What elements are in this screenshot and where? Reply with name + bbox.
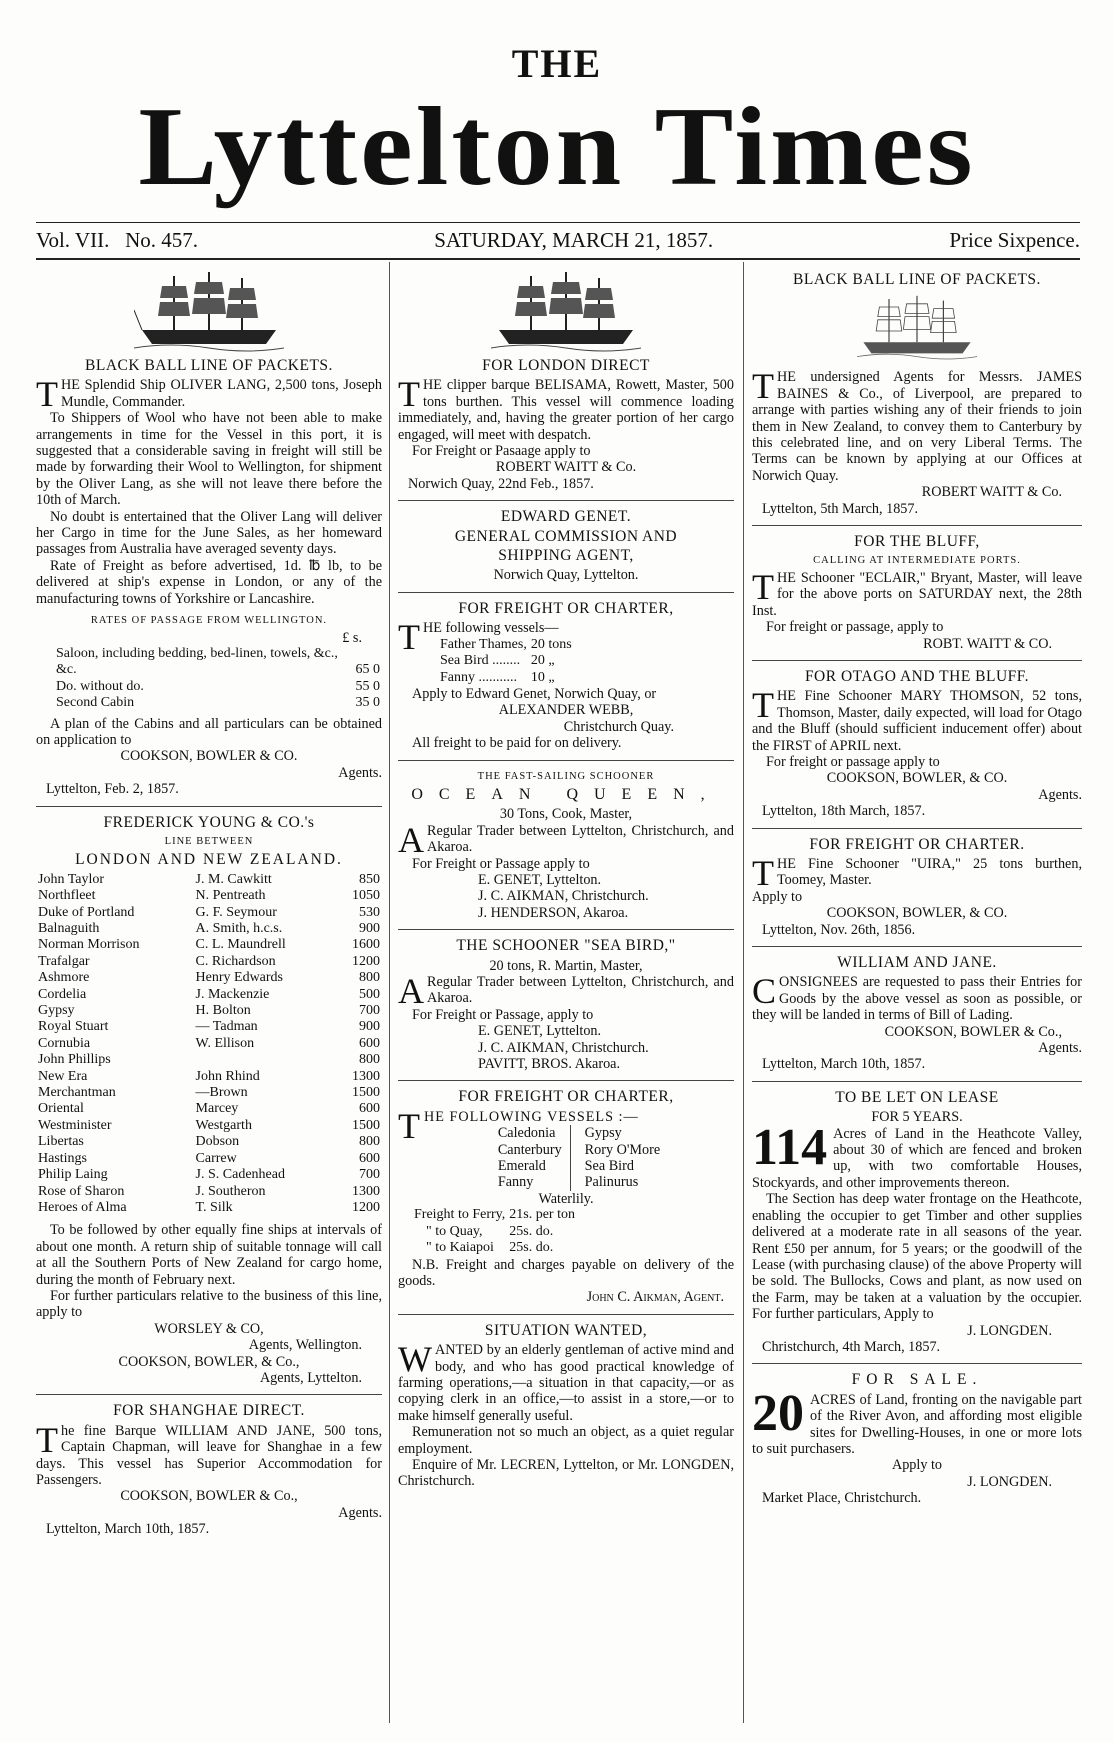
captain-name: Dobson xyxy=(195,1134,240,1150)
captain-name: John Rhind xyxy=(195,1068,260,1084)
agent-title: Agents, Wellington. xyxy=(248,1337,362,1354)
ad-body: ANTED by an elderly gentleman of active mind and body, and who has good practical knowledge of farming operations,—a situation in that capacity,—or as copying clerk in an office,—to assist in a store,—or to make himself generally useful. xyxy=(398,1342,734,1424)
ad-body: HE Fine Schooner MARY THOMSON, 52 tons, Thomson, Master, daily expected, will load for Otago and the Bluff (should sufficient inducement offer) about the FIRST of APRIL next. xyxy=(752,688,1082,754)
drop-cap: T xyxy=(752,566,774,607)
ad-body: HE Fine Schooner "UIRA," 25 tons burthen, Toomey, Master. xyxy=(777,855,1082,889)
captain-name: Marcey xyxy=(195,1101,239,1117)
drop-cap: T xyxy=(752,685,774,726)
volume-number: Vol. VII. No. 457. xyxy=(36,228,198,252)
ad-heading: BLACK BALL LINE OF PACKETS. xyxy=(85,357,333,374)
ad-body: Regular Trader between Lyttelton, Christchurch, and Akaroa. xyxy=(427,974,734,1007)
vessel-list xyxy=(424,1125,734,1191)
tonnage: 1500 xyxy=(352,1085,380,1101)
ship-name: Libertas xyxy=(38,1134,84,1150)
agent-name: ROBERT WAITT & Co. xyxy=(921,484,1062,501)
tonnage: 1600 xyxy=(352,937,380,953)
captain-name: H. Bolton xyxy=(195,1003,251,1019)
ad-date: Lyttelton, 18th March, 1857. xyxy=(762,803,926,820)
captain-name xyxy=(194,1052,335,1068)
captain-name: Henry Edwards xyxy=(195,970,284,986)
drop-cap: T xyxy=(752,366,774,407)
ad-date: Christchurch, 4th March, 1857. xyxy=(762,1338,941,1355)
ship-name: John Taylor xyxy=(38,871,105,887)
ship-name: Gypsy xyxy=(38,1003,75,1019)
table-row xyxy=(36,1019,382,1035)
table-row xyxy=(36,987,382,1003)
divider xyxy=(36,806,382,807)
tonnage: 700 xyxy=(359,1003,380,1019)
ad-body: HE FOLLOWING VESSELS :— xyxy=(424,1108,639,1125)
vessel-name: Palinurus xyxy=(584,1174,639,1191)
ship-name: Rose of Sharon xyxy=(38,1183,125,1199)
tonnage: 800 xyxy=(359,970,380,986)
tonnage: 900 xyxy=(359,1019,380,1035)
ship-name: Trafalgar xyxy=(38,953,90,969)
agent-name: J. HENDERSON, Akaroa. xyxy=(478,904,629,921)
ad-heading: FREDERICK YOUNG & CO.'s xyxy=(103,813,315,831)
tonnage: 1200 xyxy=(352,1199,380,1215)
ship-name: Northfleet xyxy=(38,888,96,904)
ad-heading: TO BE LET ON LEASE xyxy=(835,1088,999,1106)
table-row: Second Cabin 35 0 xyxy=(56,695,380,711)
ad-subheading: LINE BETWEEN xyxy=(164,835,254,847)
column-1 xyxy=(36,270,382,1538)
vessel-name: Fanny xyxy=(497,1174,534,1191)
vessel-name: Sea Bird xyxy=(584,1158,634,1175)
ad-body: he fine Barque WILLIAM AND JANE, 500 tons, Captain Chapman, will leave for Shanghae in a few days. This vessel has Superior Accommodation for Passengers. xyxy=(36,1422,382,1488)
vessel-last: Waterlily. xyxy=(538,1190,594,1207)
table-row xyxy=(36,1052,382,1068)
vessel-name: Canterbury xyxy=(497,1141,562,1158)
ad-date: Lyttelton, Feb. 2, 1857. xyxy=(46,781,179,798)
drop-cap: T xyxy=(398,617,420,658)
ad-heading: WILLIAM AND JANE. xyxy=(837,954,997,971)
tonnage: 600 xyxy=(359,1035,380,1051)
tonnage: 530 xyxy=(359,904,380,920)
agent-title: Agents, Lyttelton. xyxy=(259,1369,362,1386)
ship-name: Hastings xyxy=(38,1150,87,1166)
ship-name: Merchantman xyxy=(38,1085,116,1101)
ad-body: Acres of Land in the Heathcote Valley, about 30 of which are fenced and broken up, with two comfortable Houses, Stockyards, and other improvements thereon. xyxy=(752,1125,1082,1191)
table-row xyxy=(36,872,382,888)
agent-name: J. C. AIKMAN, Christchurch. xyxy=(478,1039,649,1056)
ad-body: All freight to be paid for on delivery. xyxy=(412,735,622,752)
ad-date: Norwich Quay, 22nd Feb., 1857. xyxy=(408,475,594,492)
vessel-name: Gypsy xyxy=(584,1125,622,1142)
rates-heading: RATES OF PASSAGE FROM WELLINGTON. xyxy=(90,615,328,627)
agent-name: COOKSON, BOWLER, & CO. xyxy=(826,770,1008,787)
ad-body: Enquire of Mr. LECREN, Lyttelton, or Mr. LONGDEN, Christchurch. xyxy=(398,1456,734,1490)
tonnage: 850 xyxy=(359,871,380,887)
ad-heading: FOR FREIGHT OR CHARTER, xyxy=(458,1088,674,1106)
tonnage: 800 xyxy=(359,1134,380,1150)
ad-date: Lyttelton, March 10th, 1857. xyxy=(46,1521,210,1538)
ad-body: For Freight or Passage apply to xyxy=(412,855,590,872)
table-row xyxy=(36,905,382,921)
ad-address: Norwich Quay, Lyttelton. xyxy=(493,567,639,584)
captain-name: T. Silk xyxy=(195,1199,233,1215)
agent-name: ROBT. WAITT & CO. xyxy=(923,635,1052,652)
ad-subheading: CALLING AT INTERMEDIATE PORTS. xyxy=(813,555,1021,567)
captain-name: J. Mackenzie xyxy=(195,986,270,1002)
divider xyxy=(398,1314,734,1315)
drop-cap: T xyxy=(36,1419,58,1460)
captain-name: C. L. Maundrell xyxy=(195,937,286,953)
ad-heading: THE SCHOONER "SEA BIRD," xyxy=(456,937,676,955)
ad-body: The Section has deep water frontage on the Heathcote, enabling the occupier to get Timber and other supplies delivered at a moderate rate in all seasons of the year. Rent £50 per annum, for 5 years; or the goodwill of the Lease (with purchasing clause) of the above Property will be sold. The Bullocks, Cows and plant, as now used on the Farm, may be taken at a valuation by the occupier. For further particulars, Apply to xyxy=(752,1191,1082,1323)
tonnage: 900 xyxy=(359,921,380,936)
ad-body: Regular Trader between Lyttelton, Christchurch, and Akaroa. xyxy=(427,822,734,856)
table-row xyxy=(36,888,382,904)
ad-subheading: LONDON AND NEW ZEALAND. xyxy=(75,851,343,869)
ad-heading: FOR LONDON DIRECT xyxy=(482,357,650,374)
agent-title: Agents. xyxy=(1038,786,1082,803)
divider xyxy=(752,1363,1082,1364)
divider xyxy=(398,929,734,930)
drop-cap: A xyxy=(398,971,424,1011)
ad-body: ACRES of Land, fronting on the navigable part of the River Avon, and affording most eligible sites for Dwelling-Houses, in one or more lots to suit purchasers. xyxy=(752,1391,1082,1457)
divider xyxy=(398,1080,734,1081)
ship-illustration-icon xyxy=(134,270,284,352)
table-row: " to Quay, 25s. do. xyxy=(426,1223,554,1239)
tonnage: 700 xyxy=(359,1167,380,1183)
agent-name: J. LONGDEN. xyxy=(967,1473,1052,1490)
tonnage: 1050 xyxy=(352,888,380,904)
currency-header: £ s. xyxy=(342,629,362,646)
ad-body: For freight or passage apply to xyxy=(766,753,940,770)
agent-name: COOKSON, BOWLER, & CO. xyxy=(826,905,1008,922)
column-divider-1 xyxy=(389,262,390,1723)
ad-subheading: SHIPPING AGENT, xyxy=(498,547,634,565)
masthead-title: Lyttelton Times xyxy=(138,84,976,209)
rates-table xyxy=(36,646,382,712)
ad-body: Apply to Edward Genet, Norwich Quay, or xyxy=(412,685,657,702)
price: Price Sixpence. xyxy=(949,228,1080,252)
agent-name: WORSLEY & CO, xyxy=(154,1320,264,1337)
divider xyxy=(398,500,734,501)
table-row xyxy=(36,1085,382,1101)
dateline xyxy=(36,228,1080,253)
agent-name: COOKSON, BOWLER, & Co., xyxy=(118,1353,300,1370)
ad-body: Remuneration not so much an object, as a quiet regular employment. xyxy=(398,1424,734,1457)
divider xyxy=(752,946,1082,947)
tonnage: 1500 xyxy=(352,1117,380,1133)
table-row: Saloon, including bedding, bed-linen, towels, &c., &c. 65 0 xyxy=(56,645,380,678)
divider xyxy=(398,592,734,593)
table-row xyxy=(36,1184,382,1200)
ad-body: For freight or passage, apply to xyxy=(766,619,944,636)
table-row: " to Kaiapoi 25s. do. xyxy=(426,1240,554,1256)
agent-name: PAVITT, BROS. Akaroa. xyxy=(478,1056,621,1073)
dateline-rule xyxy=(36,258,1080,260)
ad-subheading: GENERAL COMMISSION AND xyxy=(454,527,678,545)
vessels-table xyxy=(438,637,574,686)
divider xyxy=(398,760,734,761)
drop-cap: C xyxy=(752,971,777,1012)
captain-name: —Brown xyxy=(195,1085,248,1101)
tonnage: 600 xyxy=(359,1150,380,1166)
ad-subheading: THE FAST-SAILING SCHOONER xyxy=(477,770,655,782)
captain-name: G. F. Seymour xyxy=(195,904,277,920)
ad-body: HE undersigned Agents for Messrs. JAMES BAINES & Co., of Liverpool, are prepared to arrange with parties wishing any of their friends to join them in New Zealand, to convey them to Canterbury by this celebrated line, and on very Liberal Terms. The Terms can be known by applying at our Offices at Norwich Quay. xyxy=(752,369,1082,484)
ship-name: Oriental xyxy=(38,1101,84,1117)
ad-subheading: 30 Tons, Cook, Master, xyxy=(499,806,633,823)
vessel-name: Rory O'More xyxy=(584,1141,661,1158)
ad-body: For Freight or Passage, apply to xyxy=(412,1006,594,1023)
table-row: Father Thames, 20 tons xyxy=(440,636,572,652)
vessel-name: Caledonia xyxy=(497,1125,556,1142)
ship-name: John Phillips xyxy=(38,1052,111,1068)
agent-title: Agents. xyxy=(338,764,382,781)
agent-name: E. GENET, Lyttelton. xyxy=(478,871,602,888)
ad-body: Rate of Freight as before advertised, 1d. ℔ lb, to be delivered at ship's expense in London, or any of the manufacturing towns of Yorkshire or Lancashire. xyxy=(36,557,382,607)
captain-name: J. M. Cawkitt xyxy=(195,871,272,887)
ad-body: A plan of the Cabins and all particulars can be obtained on application to xyxy=(36,715,382,748)
drop-cap: W xyxy=(398,1339,432,1380)
divider xyxy=(36,1394,382,1395)
masthead-the: THE xyxy=(511,41,603,86)
table-row xyxy=(36,1036,382,1052)
drop-cap: T xyxy=(752,852,774,893)
ad-heading: FOR OTAGO AND THE BLUFF. xyxy=(804,667,1030,685)
table-row xyxy=(36,1134,382,1150)
ad-body: To Shippers of Wool who have not been able to make arrangements in time for the Vessel in this port, it is suggested that a considerable saving in freight will still be made by forwarding their Wool to Wellington, for shipment by the Oliver Lang, as she will not leave there before the 10th of March. xyxy=(36,410,382,509)
table-row xyxy=(36,1003,382,1019)
ad-body: For Freight or Pasaage apply to xyxy=(412,443,591,460)
vessel-name: Emerald xyxy=(497,1158,546,1175)
ship-name: Royal Stuart xyxy=(38,1019,109,1035)
ad-body: HE clipper barque BELISAMA, Rowett, Master, 500 tons burthen. This vessel will commence loading immediately, and, having the greater portion of her cargo engaged, will meet with despatch. xyxy=(398,377,734,443)
ad-heading: FOR SALE. xyxy=(851,1371,983,1389)
divider xyxy=(752,525,1082,526)
tonnage: 600 xyxy=(359,1101,380,1117)
ship-name: Duke of Portland xyxy=(38,904,135,920)
table-row: Fanny ........... 10 „ xyxy=(440,669,555,685)
ad-subheading: FOR 5 YEARS. xyxy=(871,1109,963,1126)
ship-name: Cornubia xyxy=(38,1035,91,1051)
top-rule xyxy=(36,222,1080,223)
ship-name: Ashmore xyxy=(38,970,90,986)
column-3 xyxy=(752,270,1082,1507)
ad-heading: SITUATION WANTED, xyxy=(484,1321,648,1339)
ad-body: To be followed by other equally fine ships at intervals of about one month. A return ship of suitable tonnage will call at all the Southern Ports of New Zealand for cargo home, during the month of February next. xyxy=(36,1222,382,1288)
ship-name: Balnaguith xyxy=(38,921,100,936)
captain-name: W. Ellison xyxy=(195,1035,255,1051)
column-divider-2 xyxy=(743,262,744,1723)
table-row xyxy=(36,954,382,970)
ship-name: Cordelia xyxy=(38,986,87,1002)
captain-name: J. Southeron xyxy=(195,1183,266,1199)
ad-body: For further particulars relative to the business of this line, apply to xyxy=(36,1287,382,1321)
ship-name: Philip Laing xyxy=(38,1167,108,1183)
ad-address: Christchurch Quay. xyxy=(563,718,674,735)
ship-illustration-icon xyxy=(491,270,641,352)
ships-table xyxy=(36,872,382,1217)
captain-name: Carrew xyxy=(195,1150,237,1166)
captain-name: — Tadman xyxy=(195,1019,258,1035)
ad-body: No doubt is entertained that the Oliver Lang will deliver her Cargo in time for the June Sales, as her homeward passages from Australia have averaged seventy days. xyxy=(36,508,382,558)
ad-heading: OCEAN QUEEN, xyxy=(411,785,721,803)
ad-date: Lyttelton, March 10th, 1857. xyxy=(762,1056,926,1073)
ad-body: ONSIGNEES are requested to pass their Entries for Goods by the above vessel as soon as possible, or they will be landed in terms of Bill of Lading. xyxy=(752,974,1082,1024)
freight-table xyxy=(412,1207,577,1256)
ad-date: Lyttelton, Nov. 26th, 1856. xyxy=(762,921,916,938)
divider xyxy=(752,1081,1082,1082)
ad-heading: BLACK BALL LINE OF PACKETS. xyxy=(793,271,1041,288)
ad-date: Lyttelton, 5th March, 1857. xyxy=(762,500,919,517)
captain-name: Westgarth xyxy=(195,1117,252,1133)
agent-name: COOKSON, BOWLER & Co., xyxy=(120,1488,298,1505)
ad-heading: EDWARD GENET. xyxy=(500,508,632,526)
tonnage: 1200 xyxy=(352,953,380,969)
drop-cap: T xyxy=(398,1105,421,1146)
ad-body: Apply to xyxy=(752,888,803,905)
agent-name: J. C. AIKMAN, Christchurch. xyxy=(478,888,649,905)
ship-name: Heroes of Alma xyxy=(38,1199,127,1215)
agent-name: COOKSON, BOWLER & Co., xyxy=(884,1023,1062,1040)
table-row xyxy=(36,1151,382,1167)
ad-heading: FOR FREIGHT OR CHARTER, xyxy=(458,599,674,617)
table-row xyxy=(36,1069,382,1085)
ad-body: HE Splendid Ship OLIVER LANG, 2,500 tons, Joseph Mundle, Commander. xyxy=(61,377,382,410)
drop-cap: A xyxy=(398,819,424,860)
table-row xyxy=(36,937,382,953)
divider xyxy=(752,660,1082,661)
ship-name: New Era xyxy=(38,1068,88,1084)
table-row xyxy=(36,1118,382,1134)
agent-title: Agents. xyxy=(1038,1040,1082,1057)
tonnage: 500 xyxy=(359,986,380,1002)
captain-name: A. Smith, h.c.s. xyxy=(195,921,283,936)
captain-name: N. Pentreath xyxy=(195,888,266,904)
agent-name: ALEXANDER WEBB, xyxy=(498,702,634,719)
drop-number: 20 xyxy=(752,1384,804,1442)
drop-cap: T xyxy=(398,374,420,415)
table-row: Do. without do. 55 0 xyxy=(56,678,380,694)
ship-name: Westminister xyxy=(38,1117,112,1133)
table-row xyxy=(36,1101,382,1117)
captain-name: C. Richardson xyxy=(195,953,276,969)
agent-name: John C. Aikman, Agent. xyxy=(586,1289,724,1306)
agent-name: ROBERT WAITT & Co. xyxy=(495,459,637,476)
table-row xyxy=(36,970,382,986)
agent-name: J. LONGDEN. xyxy=(967,1322,1052,1339)
agent-name: COOKSON, BOWLER & CO. xyxy=(120,748,298,765)
tonnage: 1300 xyxy=(352,1183,380,1199)
ad-body: N.B. Freight and charges payable on delivery of the goods. xyxy=(398,1256,734,1289)
drop-number: 114 xyxy=(752,1118,828,1176)
ad-body: HE Schooner "ECLAIR," Bryant, Master, will leave for the above ports on SATURDAY next, the 28th Inst. xyxy=(752,569,1082,619)
ship-illustration-icon xyxy=(857,291,977,363)
drop-cap: T xyxy=(36,374,58,415)
ship-name: Norman Morrison xyxy=(38,937,140,953)
ad-heading: FOR SHANGHAE DIRECT. xyxy=(113,1402,305,1420)
divider xyxy=(752,828,1082,829)
ad-date: Market Place, Christchurch. xyxy=(762,1490,922,1507)
tonnage: 1300 xyxy=(352,1068,380,1084)
ad-heading: FOR THE BLUFF, xyxy=(854,533,980,551)
captain-name: J. S. Cadenhead xyxy=(195,1167,285,1183)
table-row: Sea Bird ........ 20 „ xyxy=(440,653,555,669)
agent-title: Agents. xyxy=(338,1504,382,1521)
table-row xyxy=(36,1200,382,1216)
agent-name: E. GENET, Lyttelton. xyxy=(478,1023,602,1040)
table-row: Freight to Ferry, 21s. per ton xyxy=(414,1207,575,1223)
table-row xyxy=(36,1167,382,1183)
ad-body: Apply to xyxy=(891,1457,943,1474)
ad-heading: FOR FREIGHT OR CHARTER. xyxy=(809,835,1025,853)
table-row xyxy=(36,921,382,937)
column-2 xyxy=(398,270,734,1490)
issue-date: SATURDAY, MARCH 21, 1857. xyxy=(434,228,714,252)
tonnage: 800 xyxy=(359,1052,380,1068)
ad-body: HE following vessels— xyxy=(423,620,559,637)
ad-subheading: 20 tons, R. Martin, Master, xyxy=(489,957,643,974)
